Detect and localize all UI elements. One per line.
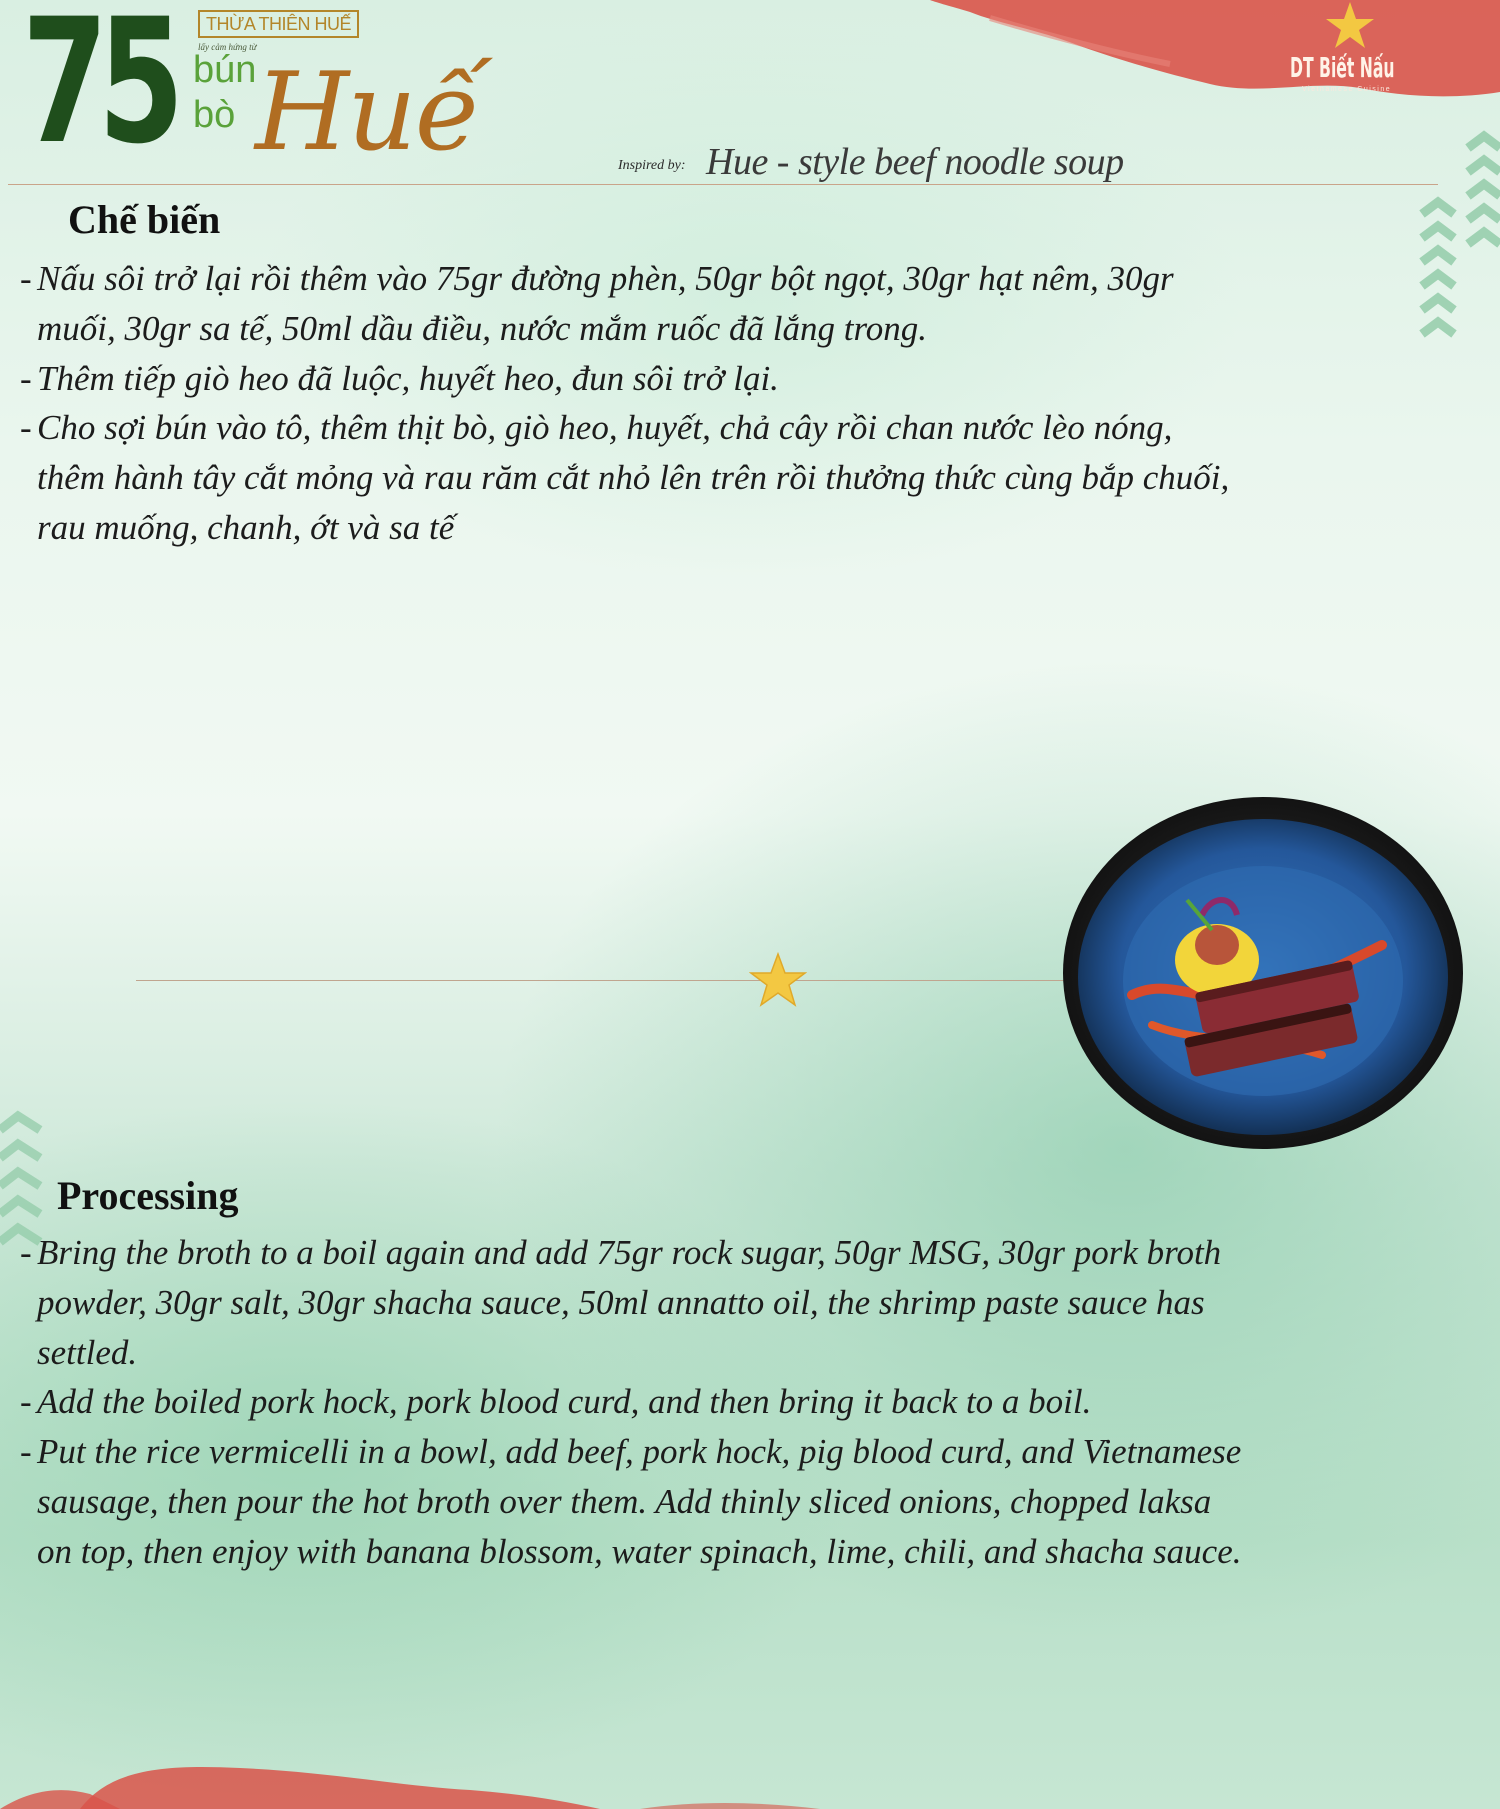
instruction-line: thêm hành tây cắt mỏng và rau răm cắt nhỏ lên trên rồi thưởng thức cùng bắp chuối, xyxy=(37,458,1230,498)
section-heading-english: Processing xyxy=(57,1173,239,1218)
header-divider xyxy=(8,184,1438,185)
instruction-line: settled. xyxy=(37,1332,138,1372)
instruction-line: - Add the boiled pork hock, pork blood curd, and then bring it back to a boil. xyxy=(20,1382,1092,1422)
logo-tagline: lấy cảm hứng từ xyxy=(198,42,257,52)
section-heading-vietnamese: Chế biến xyxy=(68,197,221,242)
instruction-line: on top, then enjoy with banana blossom, water spinach, lime, chili, and shacha sauce. xyxy=(37,1531,1242,1571)
logo-word-bo: bò xyxy=(193,94,236,136)
region-badge: THỪA THIÊN HUẾ xyxy=(198,10,359,38)
brand-subtitle: Vietnamese Cuisine xyxy=(1302,86,1392,93)
inspired-title: Hue - style beef noodle soup xyxy=(706,141,1124,183)
instruction-line: - Cho sợi bún vào tô, thêm thịt bò, giò heo, huyết, chả cây rồi chan nước lèo nóng, xyxy=(20,408,1173,448)
instruction-line: rau muống, chanh, ớt và sa tế xyxy=(37,507,455,547)
logo-word-hue: Huế xyxy=(255,50,480,175)
instruction-line: - Bring the broth to a boil again and add 75gr rock sugar, 50gr MSG, 30gr pork broth xyxy=(20,1233,1222,1272)
logo-number: 75 xyxy=(22,0,175,182)
dish-photo xyxy=(1062,795,1464,1150)
inspired-label: Inspired by: xyxy=(618,158,686,173)
star-icon xyxy=(1325,0,1375,50)
logo-word-bun: bún xyxy=(193,49,257,91)
instruction-line: - Put the rice vermicelli in a bowl, add beef, pork hock, pig blood curd, and Vietnamese xyxy=(20,1432,1242,1472)
brand-name: DT Biết Nấu xyxy=(1290,51,1395,84)
instruction-line: - Thêm tiếp giò heo đã luộc, huyết heo, đun sôi trở lại. xyxy=(20,358,779,398)
instruction-line: sausage, then pour the hot broth over them. Add thinly sliced onions, chopped laksa xyxy=(37,1481,1212,1521)
red-brush-decoration xyxy=(930,0,1500,110)
english-instructions xyxy=(20,1228,1495,1577)
instruction-line: muối, 30gr sa tế, 50ml dầu điều, nước mắm ruốc đã lắng trong. xyxy=(37,308,928,348)
instruction-line: - Nấu sôi trở lại rồi thêm vào 75gr đường phèn, 50gr bột ngọt, 30gr hạt nêm, 30gr xyxy=(20,259,1174,298)
star-icon-divider xyxy=(749,951,807,1009)
instruction-line: powder, 30gr salt, 30gr shacha sauce, 50ml annatto oil, the shrimp paste sauce has xyxy=(37,1282,1205,1322)
vietnamese-instructions xyxy=(20,254,1495,553)
red-brush-decoration-bottom xyxy=(0,1690,1500,1809)
section-divider xyxy=(136,980,1086,981)
